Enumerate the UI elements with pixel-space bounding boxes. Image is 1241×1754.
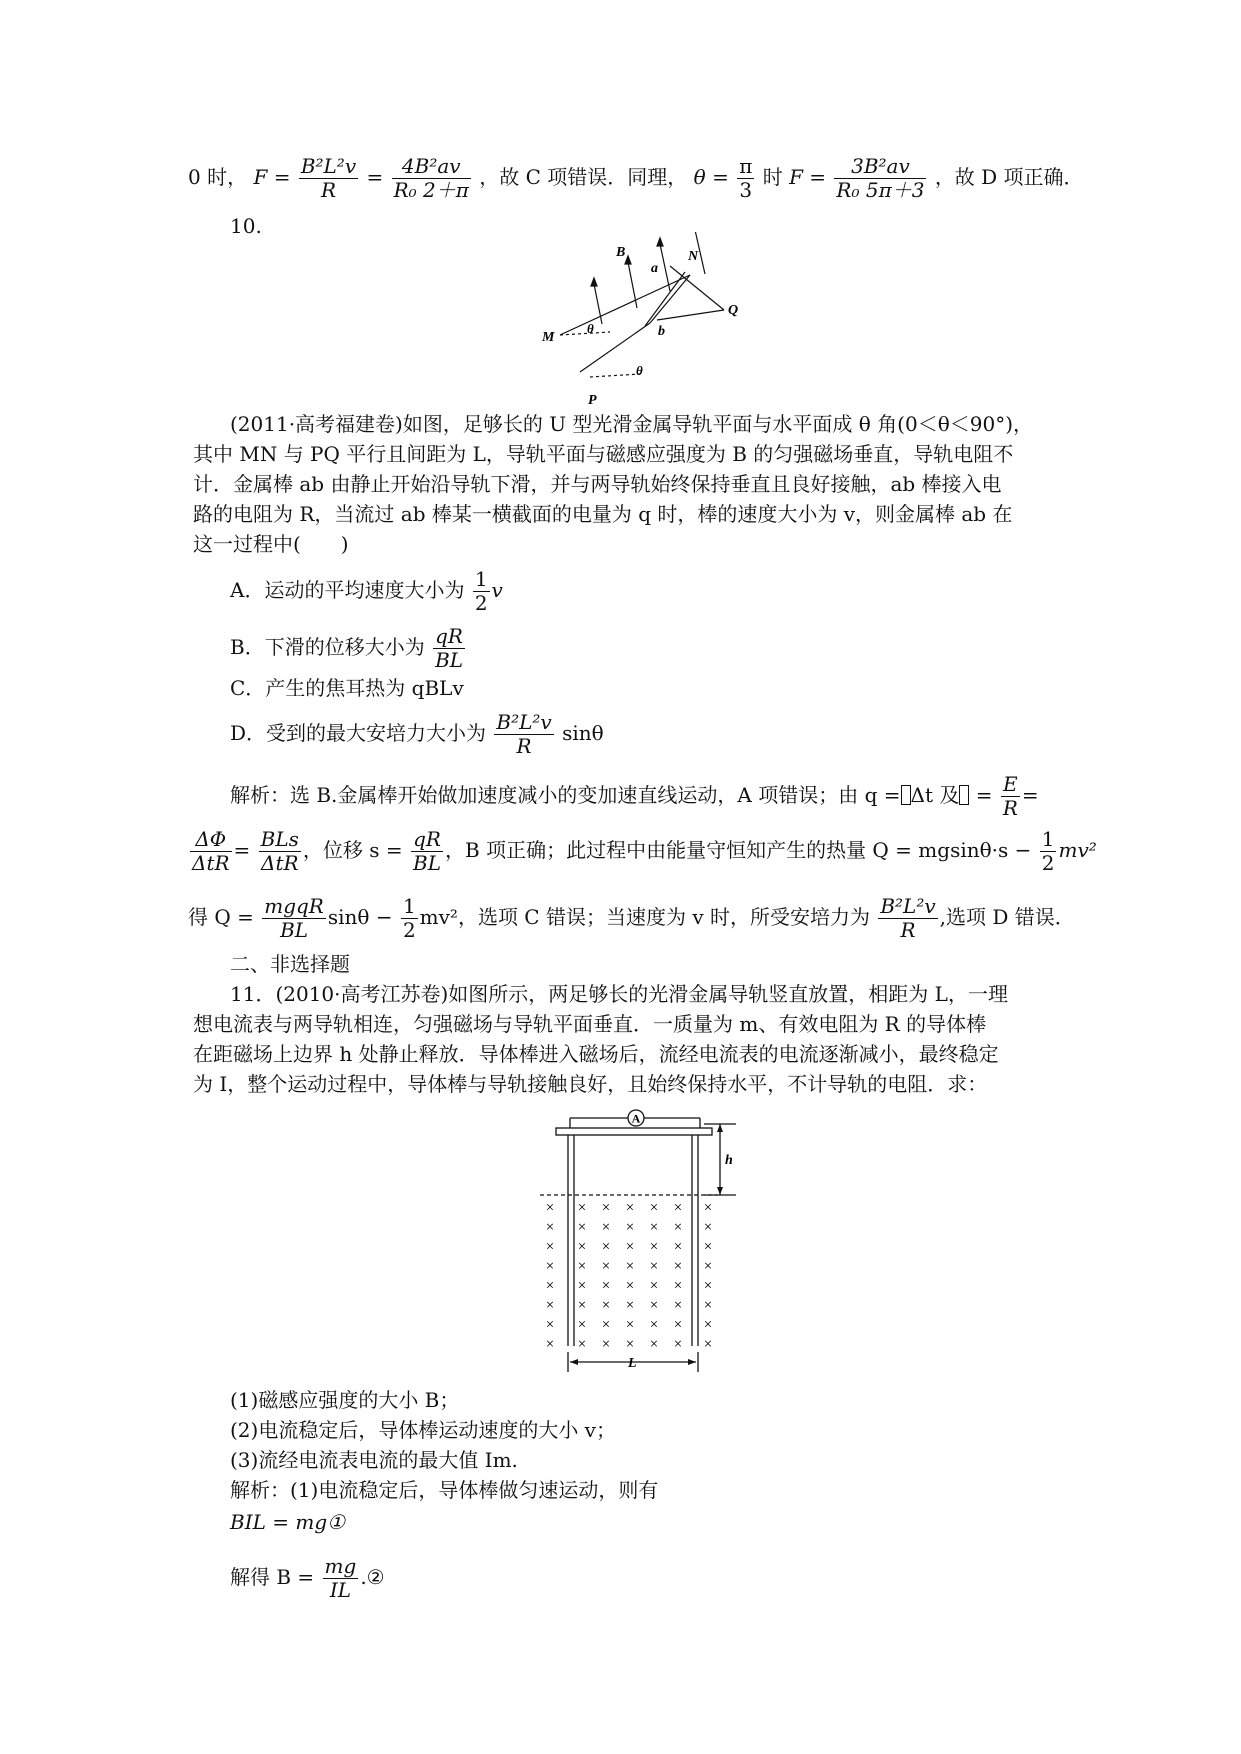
q10-line-5: 这一过程中( ) — [193, 532, 349, 556]
equals-sign: = — [366, 165, 384, 189]
field-cross: × — [673, 1219, 683, 1236]
label-B: B — [616, 245, 626, 260]
field-cross: × — [625, 1239, 635, 1255]
field-cross: × — [577, 1219, 587, 1236]
shi-text: 时 — [762, 165, 783, 189]
field-cross: × — [601, 1239, 611, 1255]
field-cross: × — [703, 1239, 713, 1255]
q10-line-3: 计．金属棒 ab 由静止开始沿导轨下滑，并与两导轨始终保持垂直且良好接触，ab 棒接入电 — [193, 472, 1002, 496]
field-cross: × — [545, 1336, 555, 1353]
q10-line-2: 其中 MN 与 PQ 平行且间距为 L，导轨平面与磁感应强度为 B 的匀强磁场垂直，导轨电阻不 — [193, 442, 1014, 466]
solution-11-line-2: BIL = mg① — [230, 1510, 346, 1534]
theta-eq: θ = — [693, 165, 729, 189]
label-P: P — [588, 393, 597, 408]
field-cross: × — [673, 1317, 683, 1333]
field-cross: × — [545, 1297, 555, 1314]
vertical-rail-figure — [540, 1094, 740, 1380]
q11-part-1: (1)磁感应强度的大小 B； — [230, 1388, 460, 1412]
field-cross: × — [601, 1219, 611, 1236]
label-a: a — [651, 261, 658, 276]
field-cross: × — [601, 1278, 611, 1294]
label-theta-1: θ — [587, 321, 594, 336]
field-cross: × — [703, 1297, 713, 1314]
field-cross: × — [673, 1336, 683, 1353]
field-cross: × — [649, 1239, 659, 1255]
label-h: h — [725, 1153, 733, 1168]
solution-10-line-1: 解析：选 B.金属棒开始做加速度减小的变加速直线运动，A 项错误；由 q = Δt 及 = $\frac{E}{R}$ = — [230, 772, 1039, 820]
field-cross: × — [625, 1200, 635, 1216]
field-cross: × — [649, 1336, 659, 1353]
field-cross: × — [577, 1239, 587, 1255]
field-cross: × — [649, 1200, 659, 1216]
q11-line-1: 11．(2010·高考江苏卷)如图所示，两足够长的光滑金属导轨竖直放置，相距为 L，一理 — [230, 982, 1008, 1006]
field-cross: × — [601, 1336, 611, 1353]
field-cross: × — [601, 1297, 611, 1314]
question-10-number: 10. — [230, 214, 262, 238]
field-cross: × — [577, 1336, 587, 1353]
q11-part-3: (3)流经电流表电流的最大值 Im. — [230, 1448, 518, 1472]
field-cross: × — [545, 1219, 555, 1236]
field-cross: × — [649, 1258, 659, 1275]
label-Q: Q — [728, 303, 739, 318]
field-cross: × — [625, 1336, 635, 1353]
solution-10-line-3: 得 Q = $\frac{\text{mgqR}}{BL}$ sinθ − $\frac{1}{2}$ mv²，选项 C 错误；当速度为 v 时，所受安培力为 $\frac{\text{B²L²v}}{R}$ ,选项 D 错误． — [188, 894, 1075, 942]
top-formula-line — [188, 155, 1084, 202]
q10-line-1: (2011·高考福建卷)如图，足够长的 U 型光滑金属导轨平面与水平面成 θ 角(0＜θ＜90°)， — [230, 412, 1034, 436]
field-cross: × — [649, 1317, 659, 1333]
field-cross: × — [601, 1200, 611, 1216]
field-cross: × — [703, 1278, 713, 1294]
q11-line-2: 想电流表与两导轨相连，匀强磁场与导轨平面垂直．一质量为 m、有效电阻为 R 的导体棒 — [193, 1012, 987, 1036]
field-cross: × — [625, 1278, 635, 1294]
field-cross: × — [649, 1278, 659, 1294]
field-cross: × — [673, 1297, 683, 1314]
magnetic-field-marks — [546, 1200, 712, 1353]
label-M: M — [542, 330, 555, 345]
field-cross: × — [601, 1317, 611, 1333]
field-cross: × — [577, 1297, 587, 1314]
q11-part-2: (2)电流稳定后，导体棒运动速度的大小 v； — [230, 1418, 616, 1442]
field-cross: × — [577, 1258, 587, 1275]
field-cross: × — [545, 1239, 555, 1255]
field-cross: × — [703, 1219, 713, 1236]
field-cross: × — [649, 1297, 659, 1314]
ammeter-label: A — [631, 1111, 641, 1126]
field-cross: × — [649, 1219, 659, 1236]
field-cross: × — [577, 1317, 587, 1333]
field-cross: × — [545, 1258, 555, 1275]
field-cross: × — [625, 1258, 635, 1275]
fraction-3b2av: $\frac{\text{3B²av}}{\text{R₀ 5π＋3}}$ — [836, 154, 925, 202]
formula-f-eq: F = — [253, 165, 291, 189]
inclined-rail-figure — [520, 232, 760, 408]
fraction-pi-over-3: $\frac{\pi}{3}$ — [739, 154, 753, 202]
solution-11-line-1: 解析：(1)电流稳定后，导体棒做匀速运动，则有 — [230, 1478, 659, 1502]
fraction-b2l2v-over-r: $\frac{\text{B²L²v}}{R}$ — [300, 154, 357, 202]
option-a: A．运动的平均速度大小为 $\frac{1}{2}$ v — [230, 567, 503, 615]
formula-prefix: 0 时， — [188, 165, 248, 189]
label-b: b — [658, 324, 665, 339]
formula-mid-text: ，故 C 项错误．同理， — [479, 165, 688, 189]
field-cross: × — [703, 1336, 713, 1353]
field-cross: × — [673, 1258, 683, 1275]
field-cross: × — [545, 1278, 555, 1294]
formula-f-eq-2: F = — [789, 165, 827, 189]
q10-line-4: 路的电阻为 R，当流过 ab 棒某一横截面的电量为 q 时，棒的速度大小为 v，则金属棒 ab 在 — [193, 502, 1013, 526]
label-N: N — [688, 249, 699, 264]
section-2-heading: 二、非选择题 — [230, 952, 350, 976]
label-L: L — [628, 1356, 637, 1371]
q11-line-4: 为 I，整个运动过程中，导体棒与导轨接触良好，且始终保持水平，不计导轨的电阻．求： — [193, 1072, 988, 1096]
option-b: B．下滑的位移大小为 $\frac{qR}{BL}$ — [230, 624, 464, 672]
field-cross: × — [673, 1200, 683, 1216]
field-cross: × — [577, 1200, 587, 1216]
field-cross: × — [625, 1317, 635, 1333]
fraction-4b2av: $\frac{\text{4B²av}}{\text{R₀ 2＋π}}$ — [393, 154, 469, 202]
field-cross: × — [703, 1258, 713, 1275]
label-theta-2: θ — [636, 363, 643, 378]
field-cross: × — [703, 1317, 713, 1333]
option-c: C．产生的焦耳热为 qBLv — [230, 676, 464, 700]
field-cross: × — [625, 1297, 635, 1314]
formula-end-text: ，故 D 项正确． — [934, 165, 1084, 189]
option-d: D．受到的最大安培力大小为 $\frac{\text{B²L²v}}{R}$ sinθ — [230, 710, 604, 758]
field-cross: × — [703, 1200, 713, 1216]
field-cross: × — [601, 1258, 611, 1275]
field-cross: × — [545, 1317, 555, 1333]
field-cross: × — [545, 1200, 555, 1216]
q11-line-3: 在距磁场上边界 h 处静止释放．导体棒进入磁场后，流经电流表的电流逐渐减小，最终稳定 — [193, 1042, 999, 1066]
solution-10-line-2: $\frac{\Delta\Phi}{\text{ΔtR}}$ = $\frac{\text{BLs}}{\text{ΔtR}}$ ，位移 s = $\frac{qR}{BL}$ ，B 项正确；此过程中由能量守恒知产生的热量 Q = mgsinθ·s − $\frac{1}{2}$ mv² — [192, 827, 1097, 875]
field-cross: × — [577, 1278, 587, 1294]
field-cross: × — [673, 1239, 683, 1255]
field-cross: × — [673, 1278, 683, 1294]
field-cross: × — [625, 1219, 635, 1236]
solution-11-line-3: 解得 B = $\frac{mg}{IL}$ .② — [230, 1554, 385, 1602]
